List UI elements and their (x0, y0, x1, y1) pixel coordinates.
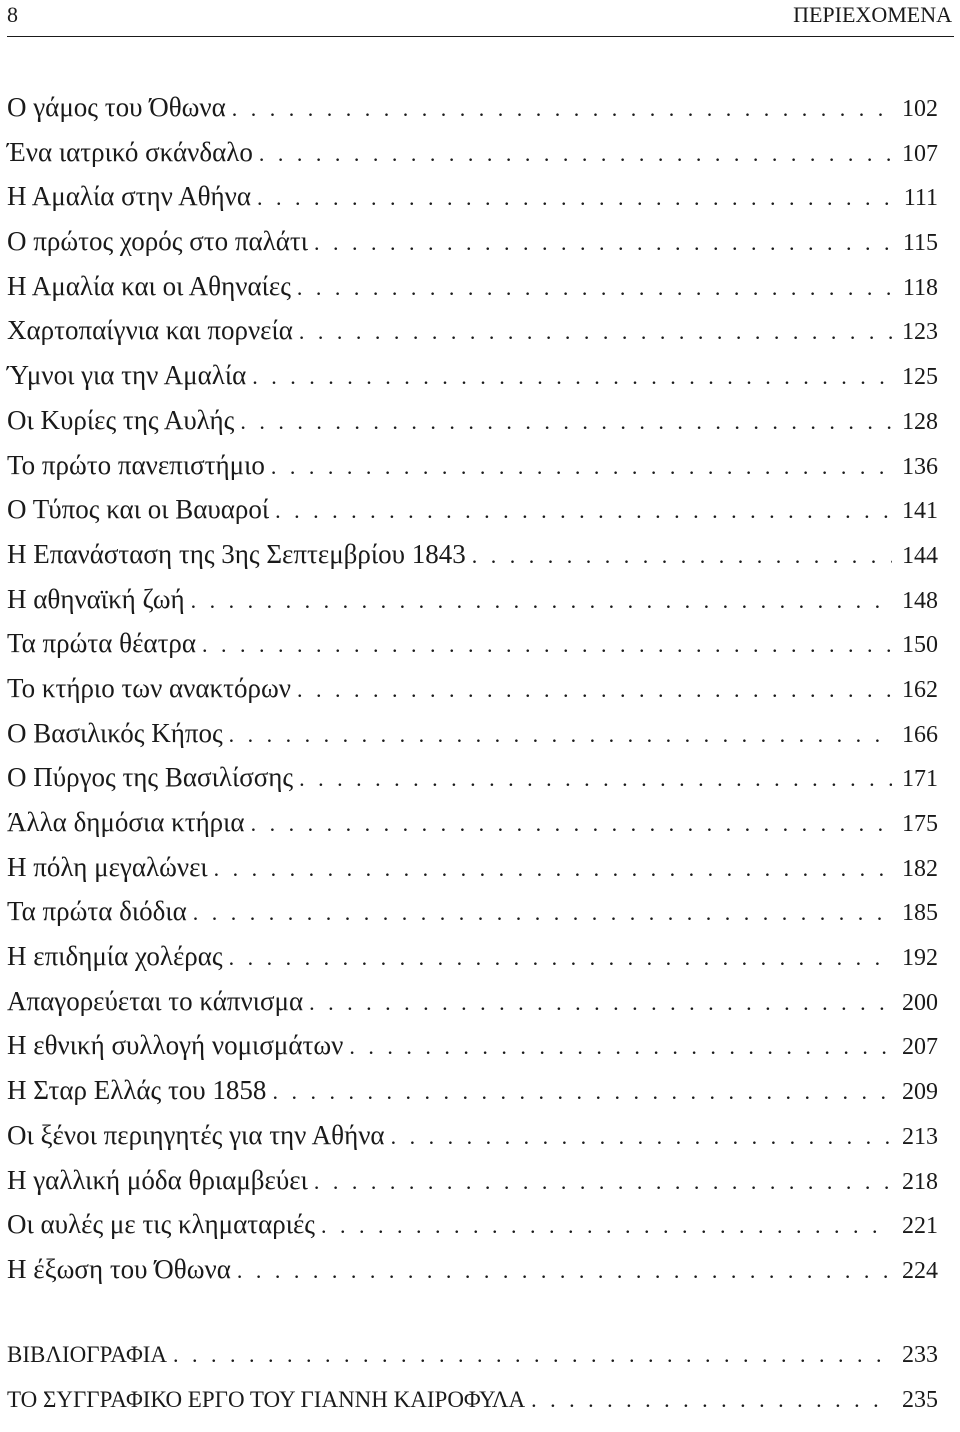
toc-entry (7, 852, 938, 897)
dot-leader (214, 856, 892, 882)
toc-entry-title: Ένα ιατρικό σκάνδαλο (7, 136, 253, 167)
toc-entry-title: Ο Βασιλικός Κήπος (7, 717, 223, 748)
dot-leader (229, 945, 892, 971)
dot-leader (229, 722, 892, 748)
table-of-contents (7, 92, 938, 1299)
toc-entry (7, 1030, 938, 1075)
toc-entry (7, 986, 938, 1031)
toc-entry-page: 144 (902, 542, 938, 569)
toc-entry-title: Η Σταρ Ελλάς του 1858 (7, 1075, 267, 1106)
dot-leader (237, 1258, 892, 1284)
toc-entry (7, 941, 938, 986)
toc-entry-title: ΒΙΒΛΙΟΓΡΑΦΙΑ (7, 1342, 168, 1367)
dot-leader (321, 1213, 892, 1239)
toc-entry (7, 315, 938, 360)
toc-entry-page: 235 (902, 1387, 938, 1413)
toc-entry-page: 209 (902, 1079, 938, 1106)
toc-entry-title: Το κτήριο των ανακτόρων (7, 672, 291, 703)
dot-leader (232, 96, 892, 122)
dot-leader (275, 498, 892, 524)
dot-leader (240, 409, 892, 435)
toc-entry-title: Η γαλλική μόδα θριαμβεύει (7, 1164, 308, 1195)
toc-entry-title: Το πρώτο πανεπιστήμιο (7, 449, 265, 480)
toc-entry-title: Η αθηναϊκή ζωή (7, 583, 185, 614)
toc-entry-page: 182 (902, 855, 938, 882)
dot-leader (531, 1387, 892, 1413)
dot-leader (271, 454, 892, 480)
toc-entry (7, 405, 938, 450)
dot-leader (391, 1124, 892, 1150)
toc-entry-page: 141 (902, 498, 938, 525)
toc-entry-title: Ο γάμος του Όθωνα (7, 92, 226, 122)
toc-entry-page: 102 (902, 96, 938, 122)
toc-entry-page: 136 (902, 453, 938, 480)
dot-leader (309, 990, 892, 1016)
toc-entry (7, 1120, 938, 1165)
toc-entry-title: Οι αυλές με τις κληματαριές (7, 1209, 315, 1240)
header-rule (7, 36, 954, 37)
toc-entry (7, 718, 938, 763)
toc-entry-page: 213 (902, 1123, 938, 1150)
running-header (7, 0, 952, 30)
toc-entry (7, 1165, 938, 1210)
toc-entry (7, 1254, 938, 1299)
toc-entry-title: Η Αμαλία και οι Αθηναίες (7, 270, 291, 301)
toc-entry-page: 221 (902, 1213, 938, 1240)
dot-leader (259, 141, 892, 167)
toc-entry-title: Η πόλη μεγαλώνει (7, 851, 208, 882)
toc-entry-page: 200 (902, 989, 938, 1016)
toc-entry-page: 185 (902, 900, 938, 927)
toc-entry-page: 207 (902, 1034, 938, 1061)
dot-leader (193, 900, 892, 926)
toc-entry-title: Η έξωση του Όθωνα (7, 1253, 231, 1284)
dot-leader (299, 319, 892, 345)
toc-entry-page: 107 (902, 140, 938, 167)
back-matter-list (7, 1342, 938, 1432)
toc-entry-page: 218 (902, 1168, 938, 1195)
dot-leader (191, 588, 892, 614)
toc-entry-title: Ο πρώτος χορός στο παλάτι (7, 226, 309, 257)
toc-entry (7, 628, 938, 673)
dot-leader (252, 364, 892, 390)
dot-leader (297, 677, 892, 703)
toc-entry (7, 1342, 938, 1387)
toc-entry (7, 494, 938, 539)
toc-entry (7, 896, 938, 941)
toc-entry-title: Οι Κυρίες της Αυλής (7, 404, 235, 435)
toc-entry (7, 673, 938, 718)
dot-leader (272, 1079, 892, 1105)
toc-entry (7, 360, 938, 405)
toc-entry (7, 584, 938, 629)
toc-entry-title: Ύμνοι για την Αμαλία (7, 360, 247, 391)
toc-entry-page: 175 (902, 811, 938, 837)
toc-entry-title: Άλλα δημόσια κτήρια (7, 807, 245, 837)
toc-entry-page: 171 (902, 766, 938, 793)
section-title: ΠΕΡΙΕΧΟΜΕΝΑ (793, 2, 952, 27)
toc-entry-title: Οι ξένοι περιηγητές για την Αθήνα (7, 1119, 385, 1150)
toc-entry (7, 762, 938, 807)
toc-entry-title: Η επιδημία χολέρας (7, 941, 223, 972)
toc-entry-title: Ο Πύργος της Βασιλίσσης (7, 762, 294, 793)
page-number: 8 (7, 2, 18, 27)
toc-entry-page: 192 (902, 945, 938, 972)
toc-entry-page: 115 (902, 230, 938, 257)
toc-entry (7, 1075, 938, 1120)
dot-leader (314, 1169, 892, 1195)
toc-entry-title: Χαρτοπαίγνια και πορνεία (7, 315, 293, 346)
toc-entry-title: Η εθνική συλλογή νομισμάτων (7, 1030, 344, 1061)
toc-entry-page: 148 (902, 587, 938, 614)
toc-entry-page: 125 (902, 364, 938, 391)
toc-entry-page: 111 (903, 185, 938, 212)
toc-entry (7, 1387, 938, 1432)
toc-entry-page: 128 (902, 408, 938, 435)
toc-entry-page: 150 (902, 632, 938, 659)
toc-entry-title: ΤΟ ΣΥΓΓΡΑΦΙΚΟ ΕΡΓΟ ΤΟΥ ΓΙΑΝΝΗ ΚΑΙΡΟΦΥΛΑ (7, 1387, 526, 1412)
dot-leader (349, 1034, 892, 1060)
toc-entry-page: 162 (902, 676, 938, 703)
dot-leader (257, 185, 894, 211)
toc-entry (7, 450, 938, 495)
toc-entry-title: Τα πρώτα διόδια (7, 896, 187, 927)
toc-entry (7, 271, 938, 316)
dot-leader (297, 275, 893, 301)
toc-entry (7, 181, 938, 226)
dot-leader (173, 1342, 892, 1368)
toc-entry-page: 233 (902, 1342, 938, 1368)
toc-entry (7, 539, 938, 584)
dot-leader (202, 632, 892, 658)
toc-entry-title: Η Επανάσταση της 3ης Σεπτεμβρίου 1843 (7, 538, 466, 569)
toc-entry-page: 118 (902, 274, 938, 301)
toc-entry-title: Τα πρώτα θέατρα (7, 628, 197, 659)
toc-entry-title: Ο Τύπος και οι Βαυαροί (7, 494, 270, 525)
toc-entry-page: 123 (902, 319, 938, 346)
dot-leader (251, 811, 892, 837)
dot-leader (472, 543, 892, 569)
toc-entry (7, 807, 938, 852)
toc-entry-title: Απαγορεύεται το κάπνισμα (7, 985, 304, 1016)
dot-leader (299, 766, 892, 792)
toc-entry-title: Η Αμαλία στην Αθήνα (7, 181, 252, 212)
toc-entry (7, 137, 938, 182)
toc-entry-page: 224 (902, 1257, 938, 1284)
dot-leader (314, 230, 893, 256)
toc-entry-page: 166 (902, 721, 938, 748)
toc-entry (7, 226, 938, 271)
toc-entry (7, 1209, 938, 1254)
toc-entry (7, 92, 938, 137)
